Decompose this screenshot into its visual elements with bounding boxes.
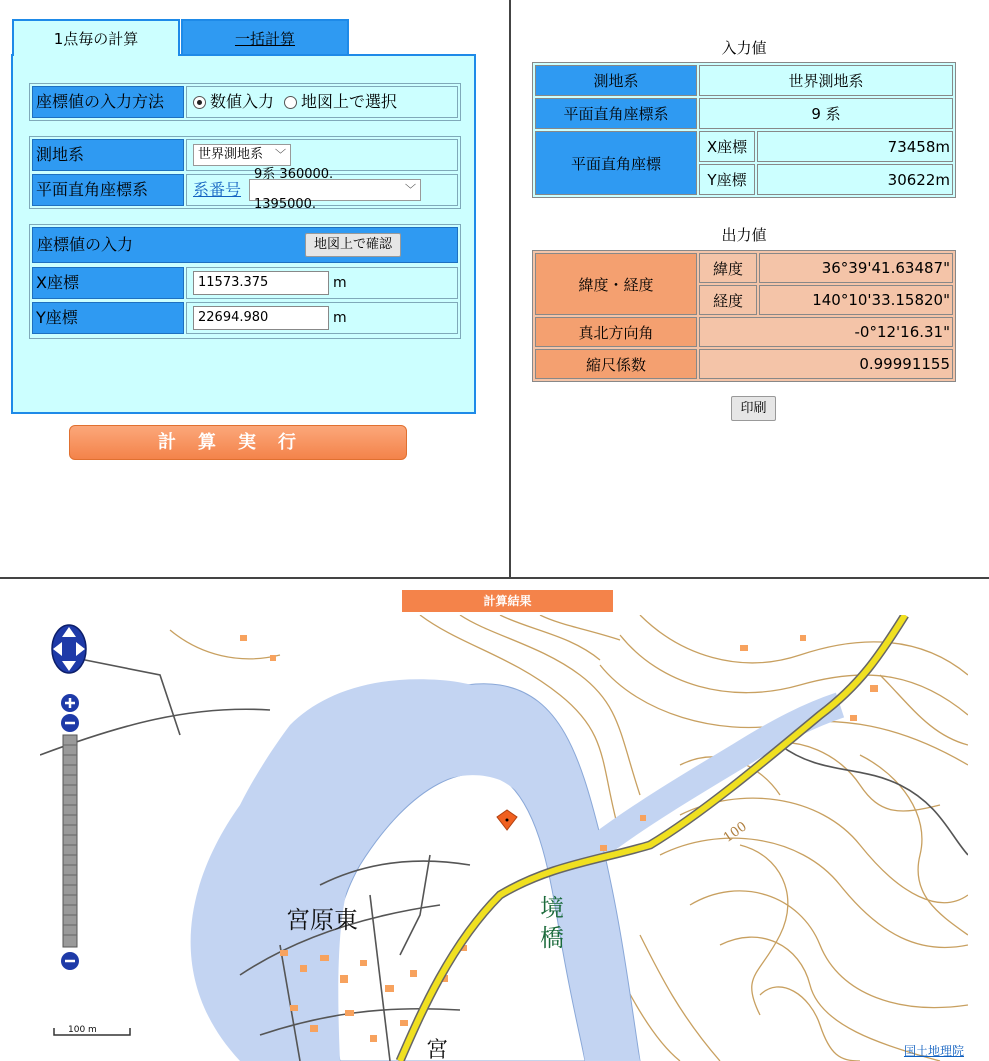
system-value: 9 系 [699,98,953,129]
y-value: 30622m [757,164,953,195]
y-coord-label: Y座標 [32,302,184,334]
input-panel [11,54,476,414]
lat-value: 36°39'41.63487" [759,253,953,283]
radio-map-select-label[interactable]: 地図上で選択 [301,92,398,111]
result-map-title: 計算結果 [402,590,613,612]
latlon-header: 緯度・経度 [535,253,697,315]
confirm-on-map-button[interactable]: 地図上で確認 [305,233,401,257]
lon-header: 経度 [699,285,757,315]
lat-header: 緯度 [699,253,757,283]
y-coord-unit: m [333,310,347,326]
coord-input-header [32,227,458,263]
tab-batch[interactable]: 一括計算 [181,19,349,55]
x-coord-input[interactable]: 11573.375 [193,271,329,295]
input-method-options [186,86,458,118]
map-credit[interactable]: 国土地理院 [903,1044,964,1058]
x-coord-unit: m [333,275,347,291]
scale-factor-header: 縮尺係数 [535,349,697,379]
bridge-label: 境橋 [540,894,564,952]
input-method-label: 座標値の入力方法 [32,86,184,118]
y-coord-cell [186,302,458,334]
output-values-table [532,250,956,382]
datum-label: 測地系 [32,139,184,171]
zoom-out-icon[interactable] [59,951,81,971]
coord-header: 平面直角座標 [535,131,697,195]
datum-header: 測地系 [535,65,697,96]
location-marker-icon[interactable] [497,810,517,830]
scale-factor-value: 0.99991155 [699,349,953,379]
datum-value: 世界測地系 [699,65,953,96]
datum-select-value: 世界測地系 [198,147,264,162]
plane-system-select[interactable] [249,167,421,212]
grid-convergence-value: -0°12'16.31" [699,317,953,347]
calculate-button[interactable]: 計算実行 [69,425,407,460]
horizontal-divider [0,577,989,579]
input-values-caption: 入力値 [721,39,767,57]
plane-system-select-value: 9系 360000. 1395000. [254,167,334,212]
input-values-table [532,62,956,198]
zoom-slider[interactable] [59,693,81,975]
print-button[interactable]: 印刷 [731,396,776,421]
zoom-in-icon[interactable] [59,693,81,713]
x-header: X座標 [699,131,755,162]
district-label: 宮原東 [286,906,358,934]
chevron-down-icon: ﹀ [405,183,417,196]
output-values-caption: 出力値 [721,226,767,244]
vertical-divider [509,0,511,578]
result-map[interactable] [40,615,968,1061]
coord-input-box [29,224,461,339]
y-coord-input[interactable]: 22694.980 [193,306,329,330]
contour-label: 100 [720,819,750,846]
system-header: 平面直角座標系 [535,98,697,129]
main-road-outline [400,615,905,1061]
map-canvas [40,615,968,1061]
grid-convergence-header: 真北方向角 [535,317,697,347]
lon-value: 140°10'33.15820" [759,285,953,315]
radio-map-select[interactable] [284,96,297,109]
plane-system-label: 平面直角座標系 [32,174,184,206]
x-coord-cell [186,267,458,299]
tab-single-point[interactable]: 1点毎の計算 [12,19,180,56]
plane-system-cell [186,167,458,212]
datum-box [29,136,461,212]
x-value: 73458m [757,131,953,162]
x-coord-label: X座標 [32,267,184,299]
chevron-down-icon: ﹀ [275,148,286,161]
input-method-box [29,83,461,121]
system-number-link[interactable]: 系番号 [193,180,242,199]
coord-input-title: 座標値の入力 [37,235,134,254]
main-road [400,615,905,1061]
radio-numeric-label[interactable]: 数値入力 [210,92,275,111]
y-header: Y座標 [699,164,755,195]
partial-label: 宮 [426,1038,449,1061]
pan-control-icon[interactable] [50,623,90,675]
scale-label: 100 m [68,1025,97,1035]
radio-numeric[interactable] [193,96,206,109]
